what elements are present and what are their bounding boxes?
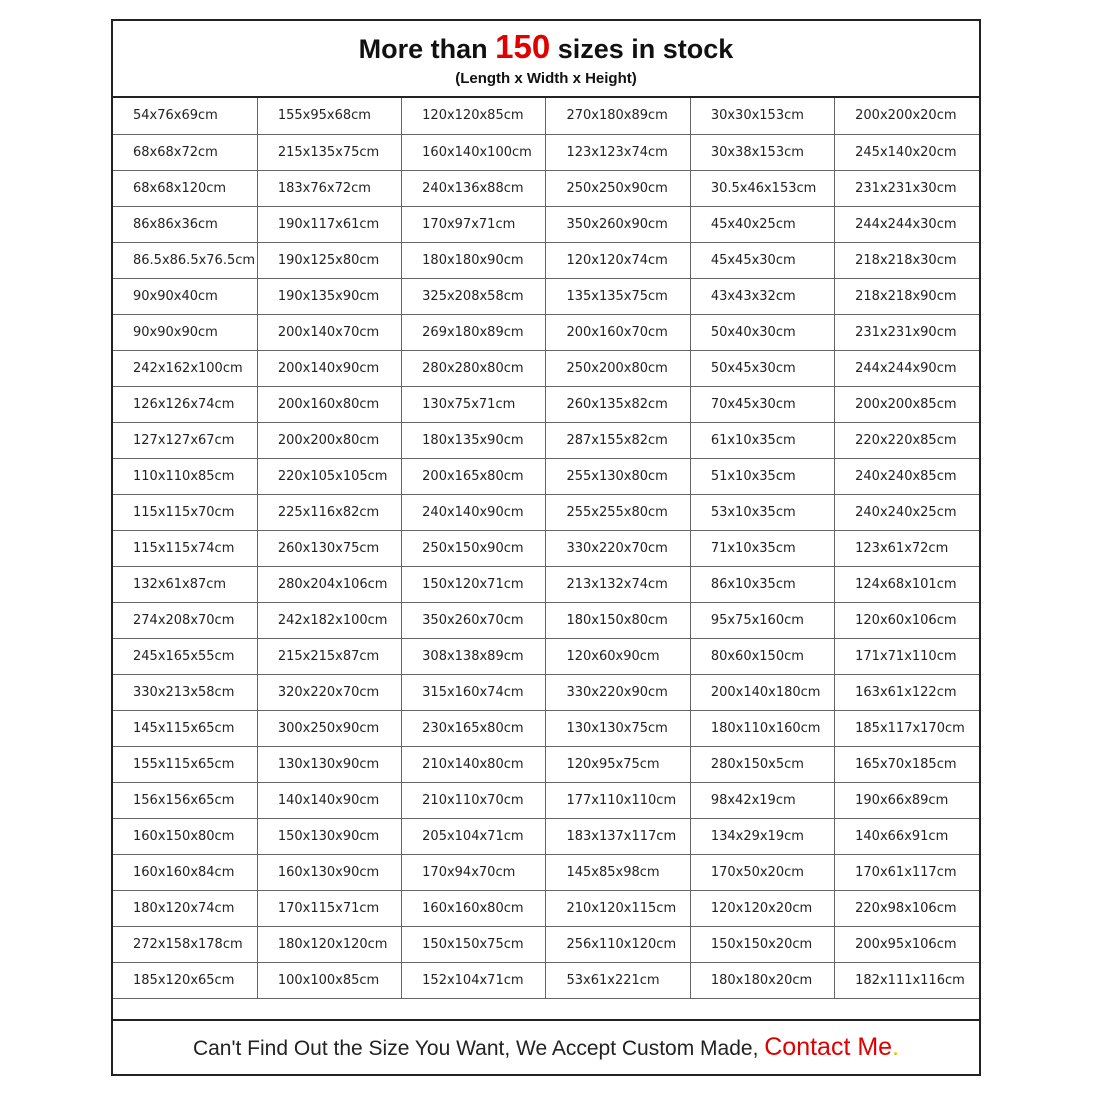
- size-cell: 280x150x5cm: [690, 746, 834, 782]
- table-row: [113, 962, 979, 998]
- size-cell: 280x204x106cm: [257, 566, 401, 602]
- size-cell: 260x130x75cm: [257, 530, 401, 566]
- size-cell: 127x127x67cm: [113, 422, 257, 458]
- size-cell: 180x180x90cm: [402, 242, 546, 278]
- table-row: [113, 530, 979, 566]
- size-cell: 180x120x120cm: [257, 926, 401, 962]
- table-row: [113, 98, 979, 134]
- size-table-body: [113, 98, 979, 998]
- size-cell: 242x162x100cm: [113, 350, 257, 386]
- size-cell: 163x61x122cm: [835, 674, 979, 710]
- size-cell: 90x90x90cm: [113, 314, 257, 350]
- size-cell: 54x76x69cm: [113, 98, 257, 134]
- size-cell: 160x160x80cm: [402, 890, 546, 926]
- title-prefix: More than: [358, 34, 496, 64]
- size-cell: 115x115x74cm: [113, 530, 257, 566]
- size-cell: 150x150x75cm: [402, 926, 546, 962]
- size-cell: 260x135x82cm: [546, 386, 690, 422]
- table-row: [113, 386, 979, 422]
- size-cell: 190x117x61cm: [257, 206, 401, 242]
- size-cell: 200x200x80cm: [257, 422, 401, 458]
- size-cell: 150x130x90cm: [257, 818, 401, 854]
- size-cell: 61x10x35cm: [690, 422, 834, 458]
- size-cell: 320x220x70cm: [257, 674, 401, 710]
- size-cell: 244x244x90cm: [835, 350, 979, 386]
- size-table: [113, 98, 979, 999]
- size-cell: 200x165x80cm: [402, 458, 546, 494]
- size-cell: 240x140x90cm: [402, 494, 546, 530]
- size-cell: 160x140x100cm: [402, 134, 546, 170]
- footer-text: Can't Find Out the Size You Want, We Accept Custom Made,: [192, 1037, 765, 1060]
- size-cell: 220x105x105cm: [257, 458, 401, 494]
- size-cell: 185x117x170cm: [835, 710, 979, 746]
- size-cell: 250x250x90cm: [546, 170, 690, 206]
- size-cell: 350x260x70cm: [402, 602, 546, 638]
- size-cell: 183x137x117cm: [546, 818, 690, 854]
- size-cell: 300x250x90cm: [257, 710, 401, 746]
- size-cell: 240x240x25cm: [835, 494, 979, 530]
- size-cell: 287x155x82cm: [546, 422, 690, 458]
- size-cell: 90x90x40cm: [113, 278, 257, 314]
- size-cell: 71x10x35cm: [690, 530, 834, 566]
- size-cell: 30x30x153cm: [690, 98, 834, 134]
- size-cell: 200x95x106cm: [835, 926, 979, 962]
- size-cell: 200x140x70cm: [257, 314, 401, 350]
- table-row: [113, 782, 979, 818]
- size-cell: 190x66x89cm: [835, 782, 979, 818]
- size-cell: 45x40x25cm: [690, 206, 834, 242]
- size-cell: 123x123x74cm: [546, 134, 690, 170]
- size-cell: 170x115x71cm: [257, 890, 401, 926]
- size-cell: 205x104x71cm: [402, 818, 546, 854]
- size-cell: 155x115x65cm: [113, 746, 257, 782]
- table-row: [113, 206, 979, 242]
- size-cell: 134x29x19cm: [690, 818, 834, 854]
- title-number: 150: [495, 28, 551, 65]
- size-cell: 43x43x32cm: [690, 278, 834, 314]
- size-cell: 231x231x90cm: [835, 314, 979, 350]
- size-cell: 145x115x65cm: [113, 710, 257, 746]
- table-row: [113, 170, 979, 206]
- size-cell: 218x218x90cm: [835, 278, 979, 314]
- size-cell: 350x260x90cm: [546, 206, 690, 242]
- chart-subtitle: (Length x Width x Height): [455, 70, 637, 87]
- size-cell: 68x68x120cm: [113, 170, 257, 206]
- size-cell: 220x220x85cm: [835, 422, 979, 458]
- size-cell: 308x138x89cm: [402, 638, 546, 674]
- size-cell: 30x38x153cm: [690, 134, 834, 170]
- size-cell: 182x111x116cm: [835, 962, 979, 998]
- size-cell: 53x10x35cm: [690, 494, 834, 530]
- table-row: [113, 818, 979, 854]
- size-cell: 86x10x35cm: [690, 566, 834, 602]
- size-cell: 240x136x88cm: [402, 170, 546, 206]
- size-cell: 50x45x30cm: [690, 350, 834, 386]
- table-row: [113, 926, 979, 962]
- size-cell: 132x61x87cm: [113, 566, 257, 602]
- size-cell: 215x215x87cm: [257, 638, 401, 674]
- size-chart: [111, 19, 981, 1076]
- size-cell: 70x45x30cm: [690, 386, 834, 422]
- title-suffix: sizes in stock: [550, 34, 734, 64]
- size-cell: 170x50x20cm: [690, 854, 834, 890]
- size-cell: 255x130x80cm: [546, 458, 690, 494]
- size-cell: 240x240x85cm: [835, 458, 979, 494]
- footer-dot: .: [892, 1033, 900, 1061]
- size-cell: 325x208x58cm: [402, 278, 546, 314]
- table-row: [113, 710, 979, 746]
- table-row: [113, 242, 979, 278]
- size-cell: 53x61x221cm: [546, 962, 690, 998]
- size-cell: 120x120x74cm: [546, 242, 690, 278]
- size-cell: 171x71x110cm: [835, 638, 979, 674]
- size-cell: 170x97x71cm: [402, 206, 546, 242]
- size-cell: 330x220x90cm: [546, 674, 690, 710]
- size-cell: 183x76x72cm: [257, 170, 401, 206]
- size-cell: 152x104x71cm: [402, 962, 546, 998]
- size-cell: 180x120x74cm: [113, 890, 257, 926]
- size-cell: 231x231x30cm: [835, 170, 979, 206]
- size-cell: 225x116x82cm: [257, 494, 401, 530]
- size-cell: 130x130x90cm: [257, 746, 401, 782]
- size-cell: 145x85x98cm: [546, 854, 690, 890]
- size-cell: 274x208x70cm: [113, 602, 257, 638]
- size-cell: 140x66x91cm: [835, 818, 979, 854]
- size-cell: 86x86x36cm: [113, 206, 257, 242]
- size-cell: 255x255x80cm: [546, 494, 690, 530]
- size-cell: 180x135x90cm: [402, 422, 546, 458]
- size-cell: 185x120x65cm: [113, 962, 257, 998]
- table-row: [113, 890, 979, 926]
- size-cell: 123x61x72cm: [835, 530, 979, 566]
- size-cell: 160x130x90cm: [257, 854, 401, 890]
- size-cell: 230x165x80cm: [402, 710, 546, 746]
- size-cell: 220x98x106cm: [835, 890, 979, 926]
- size-cell: 150x120x71cm: [402, 566, 546, 602]
- size-cell: 156x156x65cm: [113, 782, 257, 818]
- size-cell: 100x100x85cm: [257, 962, 401, 998]
- size-cell: 200x140x180cm: [690, 674, 834, 710]
- size-cell: 256x110x120cm: [546, 926, 690, 962]
- size-cell: 140x140x90cm: [257, 782, 401, 818]
- size-cell: 250x150x90cm: [402, 530, 546, 566]
- size-cell: 50x40x30cm: [690, 314, 834, 350]
- size-cell: 130x130x75cm: [546, 710, 690, 746]
- size-cell: 155x95x68cm: [257, 98, 401, 134]
- size-cell: 200x200x20cm: [835, 98, 979, 134]
- size-cell: 244x244x30cm: [835, 206, 979, 242]
- table-row: [113, 566, 979, 602]
- size-cell: 272x158x178cm: [113, 926, 257, 962]
- size-cell: 30.5x46x153cm: [690, 170, 834, 206]
- size-cell: 218x218x30cm: [835, 242, 979, 278]
- size-cell: 180x180x20cm: [690, 962, 834, 998]
- size-cell: 270x180x89cm: [546, 98, 690, 134]
- size-cell: 200x140x90cm: [257, 350, 401, 386]
- size-cell: 210x120x115cm: [546, 890, 690, 926]
- size-cell: 160x160x84cm: [113, 854, 257, 890]
- size-cell: 170x94x70cm: [402, 854, 546, 890]
- size-cell: 269x180x89cm: [402, 314, 546, 350]
- size-cell: 98x42x19cm: [690, 782, 834, 818]
- size-cell: 120x120x20cm: [690, 890, 834, 926]
- size-cell: 160x150x80cm: [113, 818, 257, 854]
- size-cell: 280x280x80cm: [402, 350, 546, 386]
- size-cell: 215x135x75cm: [257, 134, 401, 170]
- chart-title: [113, 21, 979, 67]
- size-cell: 210x110x70cm: [402, 782, 546, 818]
- size-cell: 200x160x80cm: [257, 386, 401, 422]
- size-cell: 190x125x80cm: [257, 242, 401, 278]
- size-cell: 200x200x85cm: [835, 386, 979, 422]
- table-row: [113, 494, 979, 530]
- size-cell: 190x135x90cm: [257, 278, 401, 314]
- size-cell: 250x200x80cm: [546, 350, 690, 386]
- size-cell: 120x95x75cm: [546, 746, 690, 782]
- size-cell: 86.5x86.5x76.5cm: [113, 242, 257, 278]
- table-row: [113, 350, 979, 386]
- size-cell: 126x126x74cm: [113, 386, 257, 422]
- size-cell: 330x213x58cm: [113, 674, 257, 710]
- size-cell: 120x120x85cm: [402, 98, 546, 134]
- table-row: [113, 422, 979, 458]
- size-cell: 315x160x74cm: [402, 674, 546, 710]
- size-cell: 68x68x72cm: [113, 134, 257, 170]
- size-cell: 95x75x160cm: [690, 602, 834, 638]
- size-cell: 170x61x117cm: [835, 854, 979, 890]
- table-row: [113, 314, 979, 350]
- table-row: [113, 458, 979, 494]
- size-cell: 110x110x85cm: [113, 458, 257, 494]
- size-cell: 45x45x30cm: [690, 242, 834, 278]
- size-cell: 120x60x106cm: [835, 602, 979, 638]
- size-cell: 210x140x80cm: [402, 746, 546, 782]
- size-cell: 51x10x35cm: [690, 458, 834, 494]
- size-cell: 150x150x20cm: [690, 926, 834, 962]
- size-cell: 245x165x55cm: [113, 638, 257, 674]
- size-cell: 165x70x185cm: [835, 746, 979, 782]
- table-row: [113, 602, 979, 638]
- size-cell: 200x160x70cm: [546, 314, 690, 350]
- size-cell: 130x75x71cm: [402, 386, 546, 422]
- size-cell: 245x140x20cm: [835, 134, 979, 170]
- size-cell: 213x132x74cm: [546, 566, 690, 602]
- table-row: [113, 854, 979, 890]
- size-cell: 124x68x101cm: [835, 566, 979, 602]
- size-cell: 242x182x100cm: [257, 602, 401, 638]
- chart-header: [113, 21, 979, 98]
- size-cell: 135x135x75cm: [546, 278, 690, 314]
- contact-me-link[interactable]: Contact Me: [764, 1033, 893, 1061]
- size-cell: 80x60x150cm: [690, 638, 834, 674]
- table-row: [113, 278, 979, 314]
- size-cell: 115x115x70cm: [113, 494, 257, 530]
- size-cell: 180x110x160cm: [690, 710, 834, 746]
- size-cell: 180x150x80cm: [546, 602, 690, 638]
- chart-footer: [113, 1019, 979, 1074]
- size-cell: 120x60x90cm: [546, 638, 690, 674]
- table-row: [113, 134, 979, 170]
- table-row: [113, 746, 979, 782]
- table-row: [113, 638, 979, 674]
- table-row: [113, 674, 979, 710]
- size-cell: 330x220x70cm: [546, 530, 690, 566]
- size-cell: 177x110x110cm: [546, 782, 690, 818]
